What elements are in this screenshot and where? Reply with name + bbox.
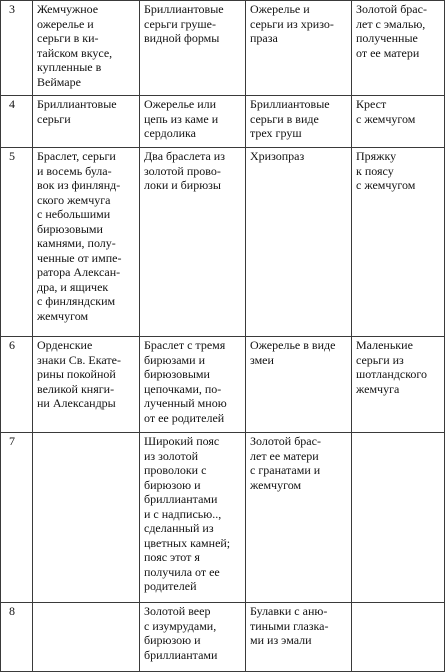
table-row-8: [1, 603, 445, 672]
cell-col-4: Пряжку к поясу с жемчугом: [352, 148, 445, 337]
cell-col-1: [33, 433, 140, 603]
cell-col-1: Орденские знаки Св. Екате- рины покойной великой княги- ни Александры: [33, 337, 140, 433]
table-row-6: [1, 337, 445, 433]
table-row-3: [1, 1, 445, 96]
cell-col-4: Крест с жемчугом: [352, 96, 445, 148]
cell-col-1: Браслет, серьги и восемь була- вок из финлянд- ского жемчуга с небольшими бирюзовыми камнями, полу- ченные от импе- ратора Алексан- дра, и ящичек с финляндским жемчугом: [33, 148, 140, 337]
table-row-4: [1, 96, 445, 148]
row-number: 7: [1, 433, 33, 603]
cell-col-3: Булавки с аню- тиными глазка- ми из эмали: [246, 603, 352, 672]
row-number: 3: [1, 1, 33, 96]
cell-col-4: Маленькие серьги из шотландского жемчуга: [352, 337, 445, 433]
cell-col-2: Бриллиантовые серьги груше- видной формы: [140, 1, 246, 96]
row-number: 8: [1, 603, 33, 672]
row-number: 5: [1, 148, 33, 337]
row-number: 4: [1, 96, 33, 148]
cell-col-2: Два браслета из золотой прово- локи и бирюзы: [140, 148, 246, 337]
cell-col-3: Ожерелье и серьги из хризо- праза: [246, 1, 352, 96]
table-row-7: [1, 433, 445, 603]
cell-col-3: Бриллиантовые серьги в виде трех груш: [246, 96, 352, 148]
table-row-5: [1, 148, 445, 337]
cell-col-1: Бриллиантовые серьги: [33, 96, 140, 148]
cell-col-4: [352, 603, 445, 672]
cell-col-2: Золотой веер с изумрудами, бирюзою и бриллиантами: [140, 603, 246, 672]
cell-col-4: [352, 433, 445, 603]
cell-col-3: Золотой брас- лет ее матери с гранатами и жемчугом: [246, 433, 352, 603]
cell-col-4: Золотой брас- лет с эмалью, полученные от ее матери: [352, 1, 445, 96]
cell-col-3: Хризопраз: [246, 148, 352, 337]
cell-col-2: Широкий пояс из золотой проволоки с бирюзою и бриллиантами и с надписью.., сделанный из цветных камней; пояс этот я получила от ее родителей: [140, 433, 246, 603]
cell-col-3: Ожерелье в виде змеи: [246, 337, 352, 433]
row-number: 6: [1, 337, 33, 433]
cell-col-1: Жемчужное ожерелье и серьги в ки- тайском вкусе, купленные в Веймаре: [33, 1, 140, 96]
cell-col-2: Браслет с тремя бирюзами и бирюзовыми цепочками, по- лученный мною от ее родителей: [140, 337, 246, 433]
cell-col-2: Ожерелье или цепь из каме и сердолика: [140, 96, 246, 148]
cell-col-1: [33, 603, 140, 672]
